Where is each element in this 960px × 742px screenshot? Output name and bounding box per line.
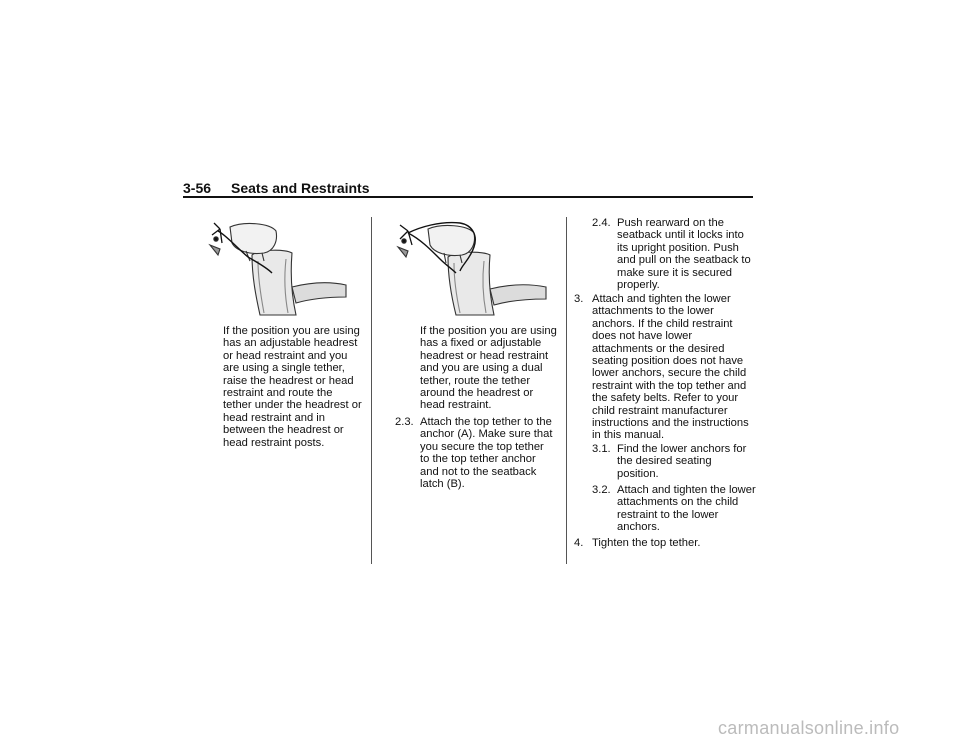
step-text: Push rearward on the seatback until it locks into its upright position. Push and pull on the seatback to make sure it is secured properly. [617, 217, 751, 292]
section-title: Seats and Restraints [231, 180, 370, 196]
single-tether-paragraph: If the position you are using has an adjustable headrest or head restraint and you are using a single tether, raise the headrest or head restraint and route the tether under the headrest or head restraint and in between the headrest or head restraint posts. [223, 325, 362, 449]
step-number: 2.3. [395, 416, 414, 428]
column-divider-2 [566, 217, 567, 564]
dual-tether-paragraph: If the position you are using has a fixed or adjustable headrest or head restraint and you are using a dual tether, route the tether around the headrest or head restraint. [420, 325, 557, 412]
step-number: 4. [574, 537, 584, 549]
watermark: carmanualsonline.info [718, 718, 900, 738]
column-divider-1 [371, 217, 372, 564]
step-number: 3.2. [592, 484, 611, 496]
page-number: 3-56 [183, 180, 212, 196]
seat-dual-tether-figure [390, 217, 550, 317]
step-number: 3.1. [592, 443, 611, 455]
step-text: Attach the top tether to the anchor (A). Make sure that you secure the top tether to the top tether anchor and not to the seatback latch (B). [420, 416, 553, 491]
seat-single-tether-figure [200, 217, 350, 317]
header-rule [183, 196, 753, 198]
step-text: Find the lower anchors for the desired seating position. [617, 443, 747, 480]
step-text: Tighten the top tether. [592, 537, 701, 549]
step-number: 3. [574, 293, 584, 305]
page-header [183, 180, 753, 198]
step-text: Attach and tighten the lower attachments to the lower anchors. If the child restraint does not have lower attachments or the desired seating position does not have lower anchors, secure the child restraint with the top tether and the safety belts. Refer to your child restraint manufacturer instructions and the instructions in this manual. [592, 293, 749, 442]
step-text: Attach and tighten the lower attachments on the child restraint to the lower anchors. [617, 484, 756, 534]
step-number: 2.4. [592, 217, 611, 229]
